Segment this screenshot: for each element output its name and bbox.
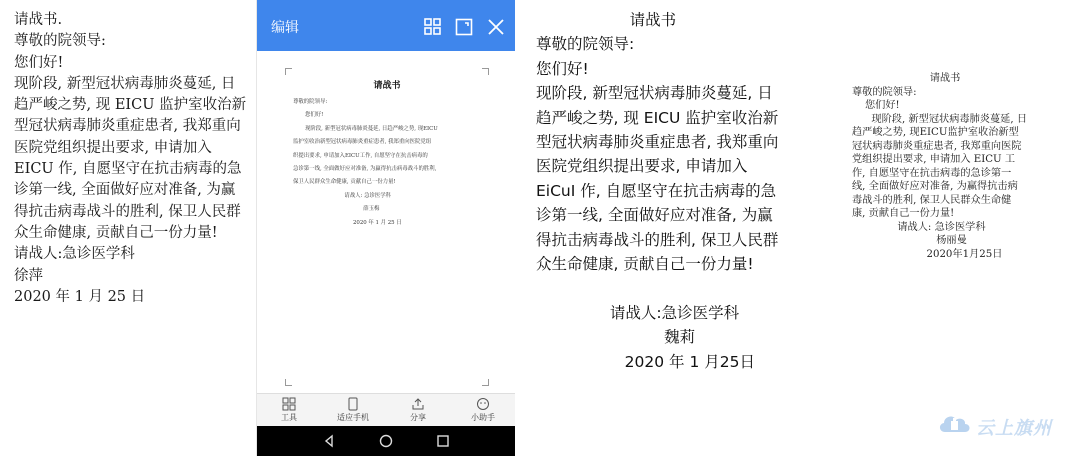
tools-button[interactable] <box>265 397 313 423</box>
letter-photo-3 <box>518 0 826 456</box>
assistant-icon <box>476 397 490 411</box>
grid-icon[interactable] <box>423 17 443 37</box>
letter-photo-4 <box>830 0 1080 456</box>
edit-button[interactable]: 编辑 <box>271 20 299 36</box>
page-corner-mark <box>285 68 292 75</box>
bottom-toolbar <box>257 393 515 427</box>
viewer-header <box>257 0 515 51</box>
watermark-text: 云上旗州 <box>976 418 1052 439</box>
tools-label: 工具 <box>281 413 297 422</box>
document-title: 请战书 <box>373 81 401 91</box>
page-corner-mark <box>285 379 292 386</box>
android-nav-bar <box>257 426 515 456</box>
share-label: 分享 <box>410 413 426 422</box>
fit-phone-icon <box>346 397 360 411</box>
assistant-label: 小助手 <box>471 413 495 422</box>
letter-text-4: 请战书 尊敬的院领导: 您们好! 现阶段, 新型冠状病毒肺炎蔓延, 日 趋严峻之势, 现EICU监护室收治新型 冠状病毒肺炎重症患者, 我郑重向医院 党组织提出要求, 申请加入 EICU 工 作, 自愿坚守在抗击病毒的急诊第一 线, 全面做好应对准备, 为赢得抗击病 毒战斗的胜利, 保卫人民群众生命健 康, 贡献自己一份力量! 请战人: 急诊医学科 杨丽曼 2020年1月25日 <box>852 73 1028 260</box>
tools-icon <box>282 397 296 411</box>
page-corner-mark <box>482 68 489 75</box>
document-body: 尊敬的院领导: 您们好! 现阶段, 新型冠状病毒肺炎蔓延, 日趋严峻之势, 现EICU 监护室收治新型冠状病毒肺炎重症患者, 我郑重向医院党组 织提出要求, 申请加入EICU工作, 自愿坚守在抗击病毒的 急诊第一线, 全面做好应对准备, 为赢得抗击病毒战斗的胜利, 保卫人民群众生命健康, 贡献自己一份力量! 请战人: 急诊医学科 薛玉梅 2020 年 1 月 25 日 <box>293 99 438 226</box>
letter-text-3: 请战书 尊敬的院领导: 您们好! 现阶段, 新型冠状病毒肺炎蔓延, 日 趋严峻之势, 现 EICU 监护室收治新 型冠状病毒肺炎重症患者, 我郑重向 医院党组织提出要求, 申请加入 EiCuI 作, 自愿坚守在抗击病毒的急 诊第一线, 全面做好应对准备, 为赢 得抗击病毒战斗的胜利, 保卫人民群 众生命健康, 贡献自己一份力量! 请战人:急诊医学科 魏莉 2020 年 1 月25日 <box>536 11 779 371</box>
fit-phone-button[interactable] <box>329 397 377 423</box>
document-page <box>281 60 493 390</box>
page-corner-mark <box>482 379 489 386</box>
share-button[interactable] <box>394 397 442 423</box>
home-icon[interactable] <box>378 433 394 449</box>
fullscreen-icon[interactable] <box>454 17 474 37</box>
fit-phone-label: 适应手机 <box>337 413 369 422</box>
cloud-icon <box>936 408 974 438</box>
assistant-button[interactable] <box>459 397 507 423</box>
back-icon[interactable] <box>321 433 337 449</box>
letter-photo-1 <box>0 0 252 456</box>
phone-document-viewer <box>256 0 515 456</box>
watermark-logo <box>936 408 1076 442</box>
letter-text-1: 请战书. 尊敬的院领导: 您们好! 现阶段, 新型冠状病毒肺炎蔓延, 日 趋严峻之势, 现 EICU 监护室收治新 型冠状病毒肺炎重症患者, 我郑重向 医院党组织提出要求, 申请加入 EICU 作, 自愿坚守在抗击病毒的急 诊第一线, 全面做好应对准备, 为赢 得抗击病毒战斗的胜利, 保卫人民群 众生命健康, 贡献自己一份力量! 请战人:急诊医学科 徐萍 2020 年 1 月 25 日 <box>14 12 247 305</box>
close-icon[interactable] <box>486 17 506 37</box>
recents-icon[interactable] <box>435 433 451 449</box>
share-icon <box>411 397 425 411</box>
